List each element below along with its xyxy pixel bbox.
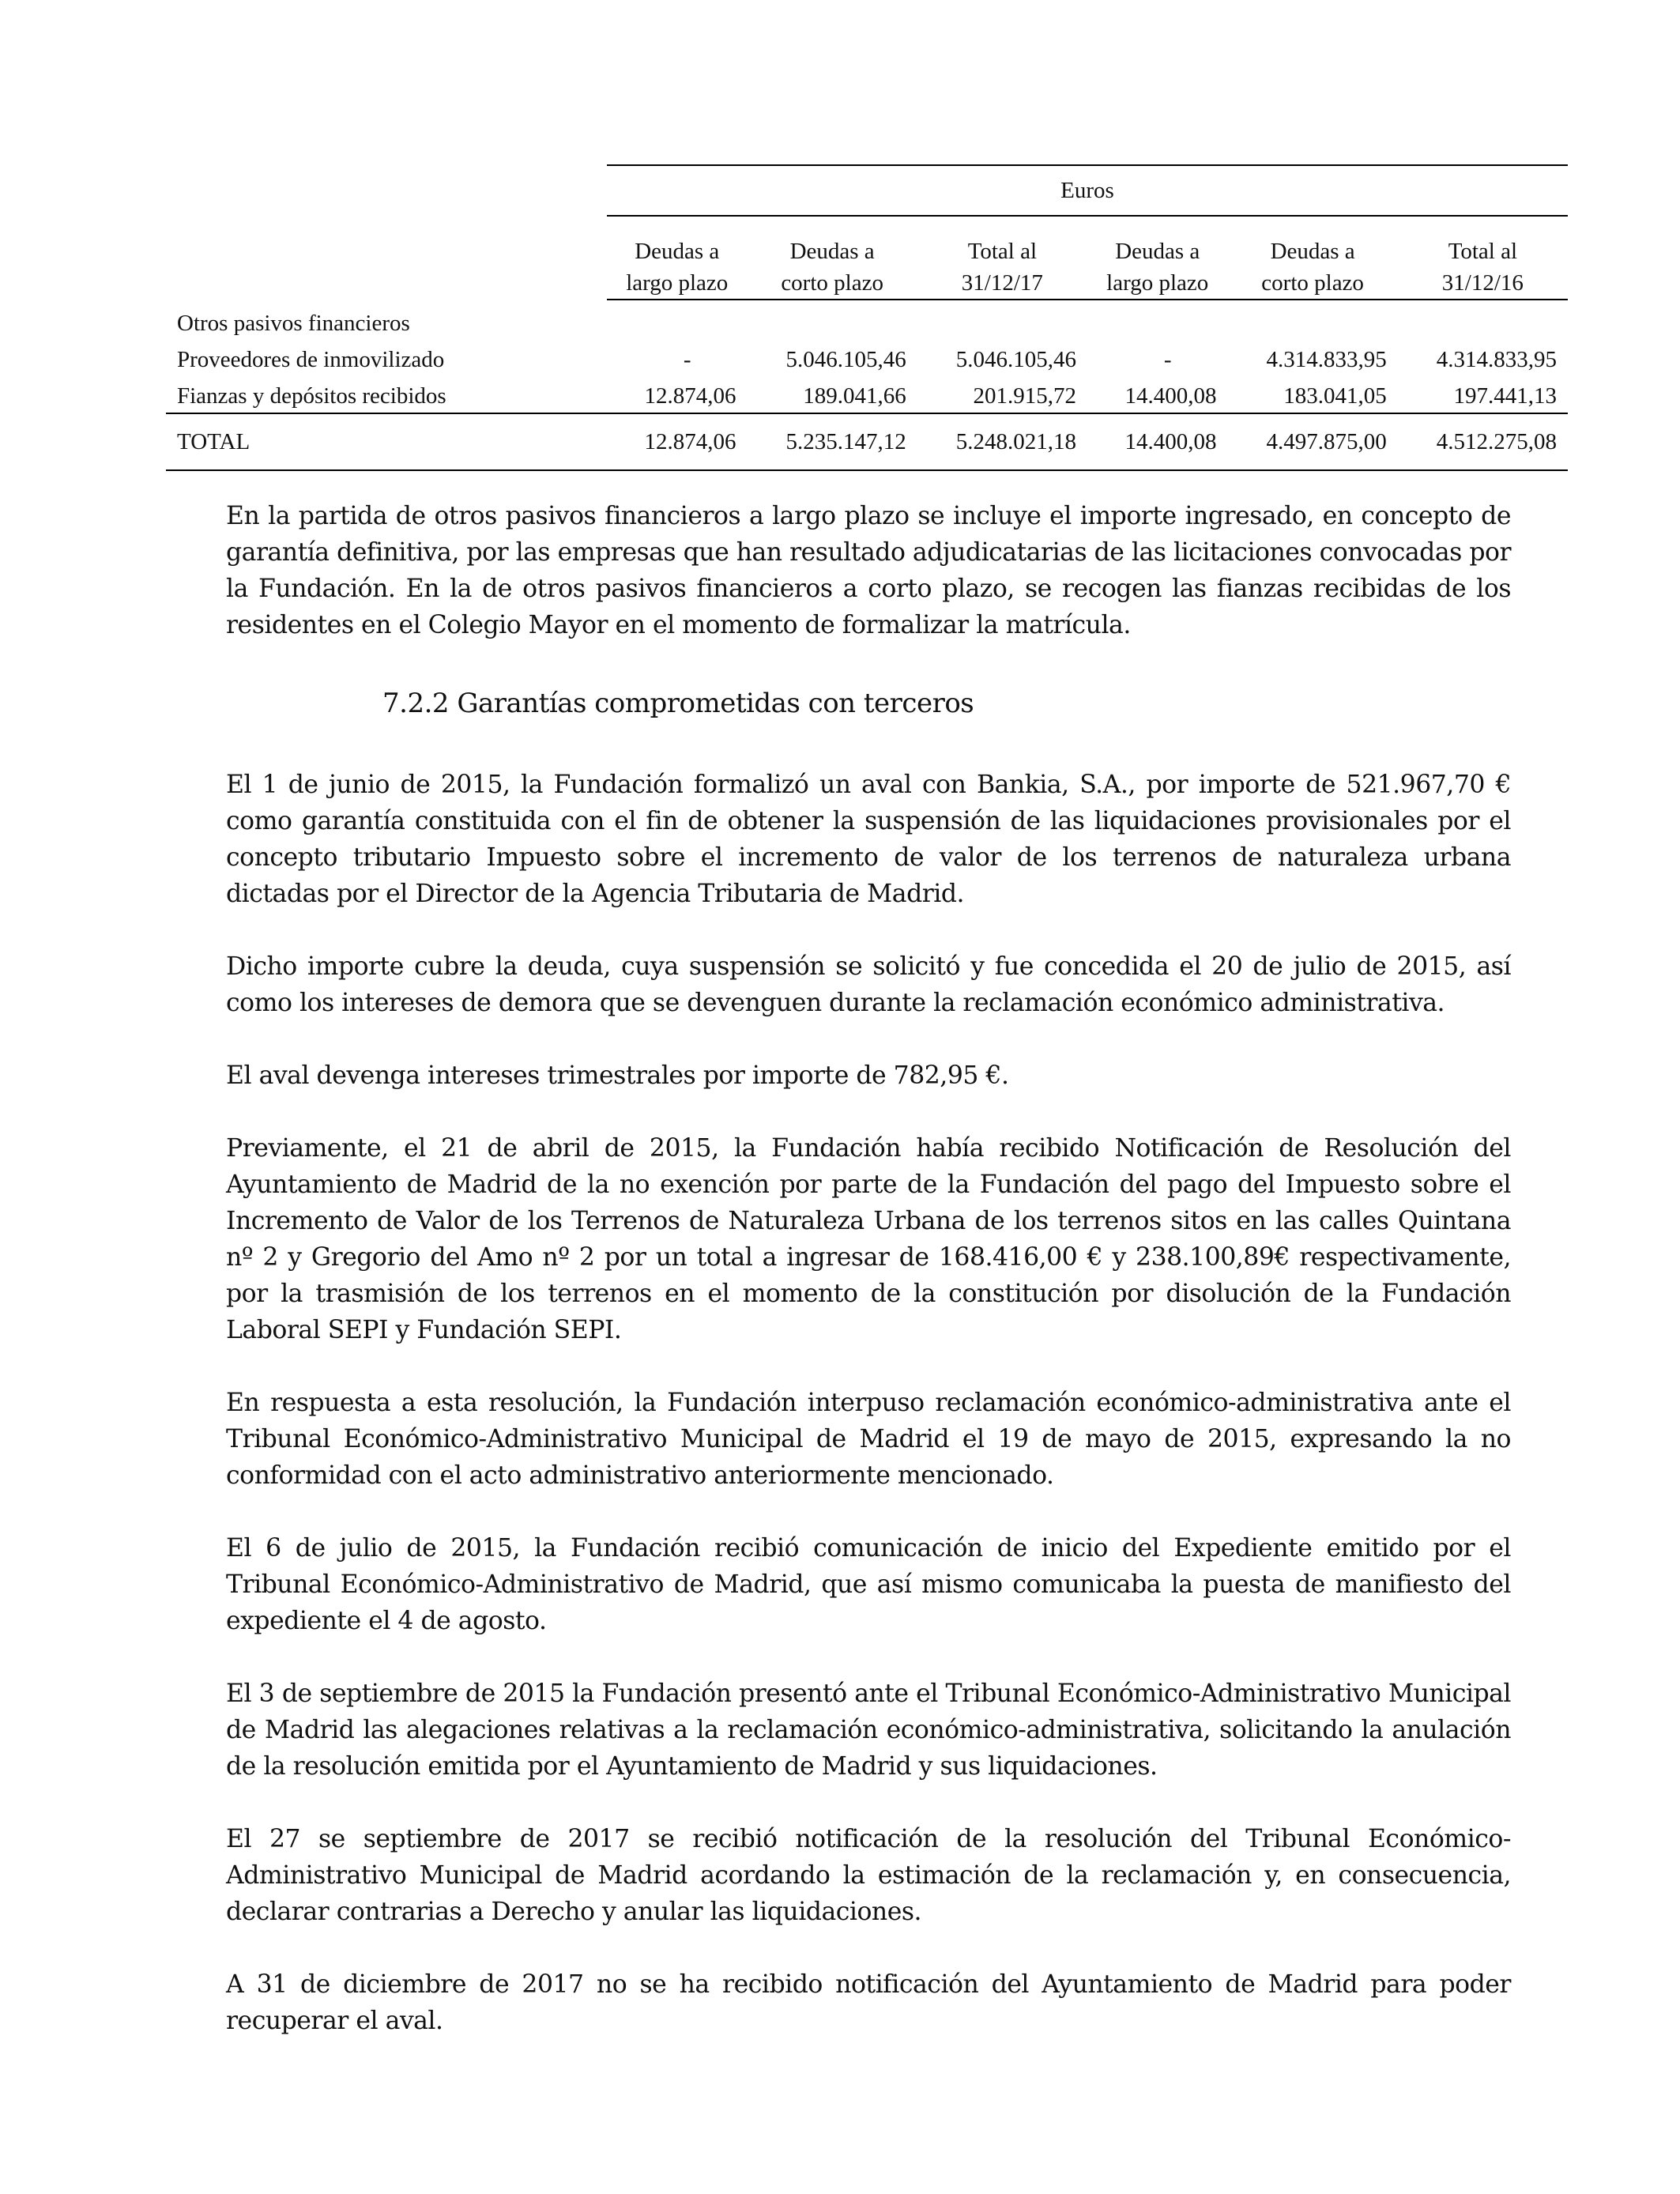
total-cell: 4.512.275,08 <box>1398 413 1568 470</box>
row-label: Fianzas y depósitos recibidos <box>177 383 446 409</box>
column-header: Deudas a corto plazo <box>1228 216 1398 300</box>
table-cell: 183.041,05 <box>1283 383 1387 409</box>
total-cell: 4.497.875,00 <box>1228 413 1398 470</box>
total-cell: 5.248.021,18 <box>917 413 1087 470</box>
table-cell: - <box>1163 347 1172 372</box>
table-cell: 14.400,08 <box>1124 383 1217 409</box>
paragraph: El 3 de septiembre de 2015 la Fundación presentó ante el Tribunal Económico-Administrativo Municipal de Madrid las alegaciones relativas a la reclamación económico-administrativa, solicitando la anulación de la resolución emitida por el Ayuntamiento de Madrid y sus liquidaciones. <box>226 1679 1511 1781</box>
paragraph: Previamente, el 21 de abril de 2015, la Fundación había recibido Notificación de Resolución del Ayuntamiento de Madrid de la no exención por parte de la Fundación del pago del Impuesto sobre el Incremento de Valor de los Terrenos de Naturaleza Urbana de los terrenos sitos en las calles Quintana nº 2 y Gregorio del Amo nº 2 por un total a ingresar de 168.416,00 € y 238.100,89€ respectivamente, por la trasmisión de los terrenos en el momento de la constitución por disolución de la Fundación Laboral SEPI y Fundación SEPI. <box>226 1134 1511 1344</box>
table-cell: 4.314.833,95 <box>1266 347 1387 372</box>
document-body <box>226 498 1511 2075</box>
column-header: Deudas a largo plazo <box>1087 216 1228 300</box>
table-row <box>166 337 1568 373</box>
table-cell: 5.046.105,46 <box>785 347 906 372</box>
table-cell: 4.314.833,95 <box>1436 347 1557 372</box>
financial-liabilities-table <box>166 164 1568 471</box>
table-cell: 201.915,72 <box>973 383 1076 409</box>
total-cell: 12.874,06 <box>607 413 748 470</box>
section-label: Otros pasivos financieros <box>177 311 410 336</box>
table-cell: 5.046.105,46 <box>955 347 1076 372</box>
column-header: Deudas a corto plazo <box>748 216 917 300</box>
table-cell: 12.874,06 <box>644 383 736 409</box>
paragraph: Dicho importe cubre la deuda, cuya suspensión se solicitó y fue concedida el 20 de julio de 2015, así como los intereses de demora que se devenguen durante la reclamación económico administrativa. <box>226 952 1511 1017</box>
section-heading: 7.2.2 Garantías comprometidas con terceros <box>382 688 974 719</box>
table-section-row <box>166 300 1568 337</box>
table-cell: 197.441,13 <box>1453 383 1557 409</box>
table-column-header-row <box>166 216 1568 300</box>
column-header: Total al 31/12/17 <box>917 216 1087 300</box>
table-cell: 189.041,66 <box>803 383 906 409</box>
paragraph: El 6 de julio de 2015, la Fundación recibió comunicación de inicio del Expediente emitido por el Tribunal Económico-Administrativo de Madrid, que así mismo comunicaba la puesta de manifiesto del expediente el 4 de agosto. <box>226 1534 1511 1635</box>
euros-header: Euros <box>607 165 1568 216</box>
paragraph: En respuesta a esta resolución, la Fundación interpuso reclamación económico-administrativa ante el Tribunal Económico-Administrativo Municipal de Madrid el 19 de mayo de 2015, expresando la no conformidad con el acto administrativo anteriormente mencionado. <box>226 1389 1511 1490</box>
row-label: Proveedores de inmovilizado <box>177 347 445 372</box>
paragraph: El aval devenga intereses trimestrales por importe de 782,95 €. <box>226 1061 1009 1090</box>
column-header: Total al 31/12/16 <box>1398 216 1568 300</box>
column-header: Deudas a largo plazo <box>607 216 748 300</box>
paragraph: El 1 de junio de 2015, la Fundación formalizó un aval con Bankia, S.A., por importe de 521.967,70 € como garantía constituida con el fin de obtener la suspensión de las liquidaciones provisionales por el concepto tributario Impuesto sobre el incremento de valor de los terrenos de naturaleza urbana dictadas por el Director de la Agencia Tributaria de Madrid. <box>226 771 1511 908</box>
table-total-row <box>166 413 1568 470</box>
paragraph: A 31 de diciembre de 2017 no se ha recibido notificación del Ayuntamiento de Madrid para poder recuperar el aval. <box>226 1970 1511 2035</box>
table-row <box>166 373 1568 413</box>
table-group-header-row <box>166 165 1568 216</box>
total-cell: 5.235.147,12 <box>748 413 917 470</box>
paragraph: El 27 se septiembre de 2017 se recibió notificación de la resolución del Tribunal Económico-Administrativo Municipal de Madrid acordando la estimación de la reclamación y, en consecuencia, declarar contrarias a Derecho y anular las liquidaciones. <box>226 1825 1511 1926</box>
paragraph: En la partida de otros pasivos financieros a largo plazo se incluye el importe ingresado, en concepto de garantía definitiva, por las empresas que han resultado adjudicatarias de las licitaciones convocadas por la Fundación. En la de otros pasivos financieros a corto plazo, se recogen las fianzas recibidas de los residentes en el Colegio Mayor en el momento de formalizar la matrícula. <box>226 502 1511 639</box>
total-cell: 14.400,08 <box>1087 413 1228 470</box>
table-cell: - <box>683 347 691 372</box>
total-label: TOTAL <box>166 413 607 470</box>
